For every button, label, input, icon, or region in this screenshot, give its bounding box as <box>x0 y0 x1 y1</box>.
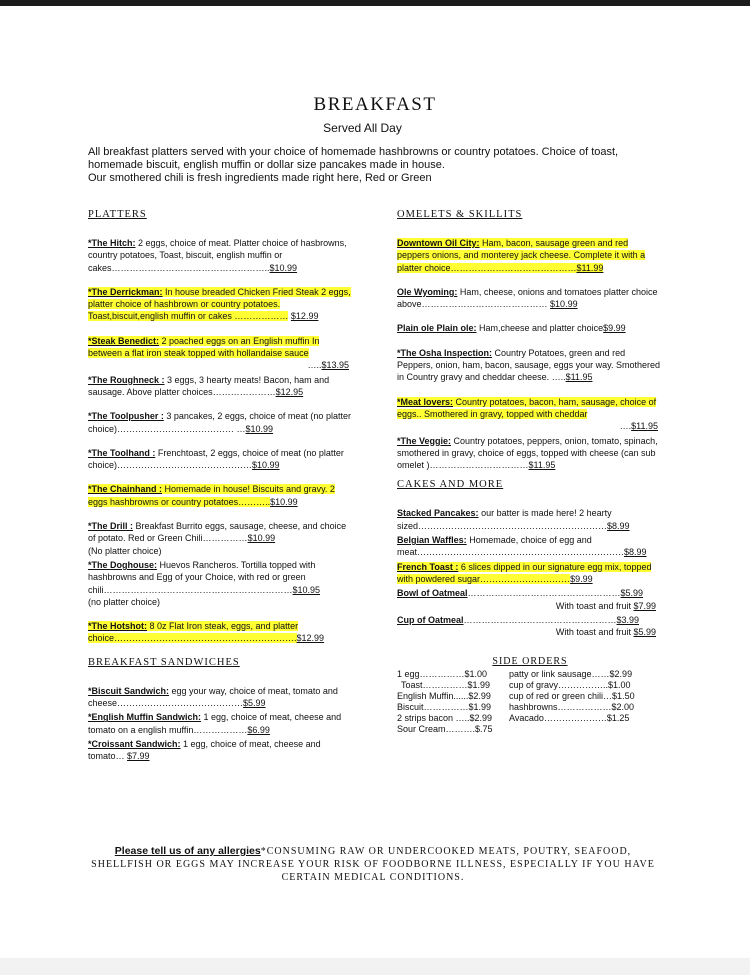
intro-line: homemade biscuit, english muffin or dollar size pancakes made in house. <box>88 159 445 171</box>
side-order: patty or link sausage……$2.99 <box>509 669 633 680</box>
item-note: (no platter choice) <box>88 596 161 607</box>
item-desc: 6 slices dipped in our signature egg mix, topped with powdered sugar………………………… <box>397 561 652 584</box>
item-name: *Biscuit Sandwich: <box>88 685 170 696</box>
item-desc: Ham,cheese and platter choice <box>476 323 604 334</box>
menu-item-steak-benedict: *Steak Benedict: 2 poached eggs on an English muffin In between a flat iron steak topped with hollandaise sauce …..$13.95 <box>88 335 349 371</box>
item-name: *The Doghouse: <box>88 559 157 570</box>
item-extra-label: With toast and fruit <box>555 627 634 638</box>
intro-text <box>88 146 648 185</box>
item-name: Plain ole Plain ole: <box>397 323 477 334</box>
item-price: $8.99 <box>607 520 630 531</box>
side-order: Toast……………$1.99 <box>401 680 491 691</box>
item-desc: 2 poached eggs on an English muffin In between a flat iron steak topped with hollandaise sauce <box>88 335 320 359</box>
item-desc: egg your way, choice of meat, tomato and cheese…………………………………… <box>88 685 338 709</box>
menu-item-french-toast <box>397 561 663 586</box>
item-name: Cup of Oatmeal <box>397 614 464 625</box>
item-desc: 3 eggs, 3 hearty meats! Bacon, ham and sausage. Above platter choices………………… <box>88 374 330 397</box>
item-name: Bowl of Oatmeal <box>397 588 468 599</box>
item-price: $11.95 <box>528 460 556 471</box>
item-note: (No platter choice) <box>88 545 162 556</box>
item-price: $3.99 <box>616 614 640 625</box>
side-orders-grid <box>397 669 663 735</box>
food-safety-warning <box>88 845 658 884</box>
item-price: $10.99 <box>252 460 280 471</box>
item-price: $11.99 <box>576 262 604 273</box>
side-order: 2 strips bacon …..$2.99 <box>397 713 493 724</box>
item-price: $10.99 <box>245 423 274 434</box>
menu-item-chainhand <box>88 483 355 508</box>
item-price: $10.95 <box>292 584 321 595</box>
item-desc: Huevos Rancheros. Tortilla topped with hashbrowns and Egg of your Choice, with red or green chili……………………………………………………… <box>88 559 316 595</box>
item-name: Downtown Oil City: <box>397 238 480 248</box>
item-name: *The Toolpusher : <box>88 411 164 422</box>
item-name: *Steak Benedict: <box>88 335 160 346</box>
menu-item-meat-lovers: *Meat lovers: Country potatoes, bacon, ham, sausage, choice of eggs.. Smothered in gravy, topped with cheddar ….$11.95 <box>397 396 658 432</box>
item-desc: Homemade, choice of egg and meat…………………………………………………………… <box>397 535 625 558</box>
item-price: $13.95 <box>321 360 349 371</box>
item-price: $11.95 <box>565 372 593 383</box>
item-price: $6.99 <box>247 724 270 735</box>
item-price: $7.99 <box>127 751 150 762</box>
side-orders-heading: SIDE ORDERS <box>492 656 568 668</box>
item-price: $12.99 <box>290 311 319 322</box>
page-subtitle: Served All Day <box>323 121 402 135</box>
top-border <box>0 0 750 6</box>
menu-item-toolhand <box>88 447 355 472</box>
intro-line: All breakfast platters served with your choice of homemade hashbrowns or country potatoes. Choice of toast, <box>88 146 619 158</box>
menu-item-bowl-oatmeal <box>397 587 663 612</box>
item-price: $10.99 <box>269 262 298 273</box>
bottom-band <box>0 958 750 975</box>
item-desc: Ham, bacon, sausage green and red peppers onions, and monterey jack cheese. Complete it with a platter choice…………………………………… <box>397 238 646 273</box>
consumer-advisory: *CONSUMING RAW OR UNDERCOOKED MEATS, POUTRY, SEAFOOD, SHELLFISH OR EGGS MAY INCREASE YOUR RISK OF FOODBORNE ILLNESS, ESPECIALLY IF YOU HAVE CERTAIN MEDICAL CONDITIONS. <box>91 846 655 883</box>
item-price: $8.99 <box>624 547 647 558</box>
item-price: $10.99 <box>550 299 578 310</box>
side-orders-col-1 <box>397 669 509 735</box>
side-order: Sour Cream……….$.75 <box>397 724 493 735</box>
item-name: Belgian Waffles: <box>397 535 467 546</box>
menu-item-roughneck <box>88 374 355 399</box>
item-name: Stacked Pancakes: <box>397 508 479 519</box>
item-desc: Breakfast Burrito eggs, sausage, cheese, and choice of potato. Red or Green Chili…………… <box>88 521 347 544</box>
item-name: *The Osha Inspection: <box>397 347 493 358</box>
side-order: cup of red or green chili…$1.50 <box>509 691 635 702</box>
platters-heading: PLATTERS <box>88 209 147 220</box>
menu-item-drill <box>88 520 355 557</box>
item-name: *The Hitch: <box>88 238 136 248</box>
item-name: *English Muffin Sandwich: <box>88 712 201 723</box>
item-extra-price: $7.99 <box>633 600 656 611</box>
item-price: $11.95 <box>631 421 658 432</box>
page-title: BREAKFAST <box>313 94 437 115</box>
right-column <box>397 209 663 735</box>
menu-item-stacked-pancakes <box>397 507 663 532</box>
omelets-heading: OMELETS & SKILLITS <box>397 209 523 220</box>
item-desc: our batter is made here! 2 hearty sized……………………………………………………… <box>397 508 612 531</box>
item-price: $5.99 <box>620 588 644 599</box>
item-name: *The Roughneck : <box>88 374 165 385</box>
menu-item-plain-ole <box>397 322 663 334</box>
item-price: $10.99 <box>270 496 298 507</box>
side-orders-col-2 <box>509 669 649 735</box>
side-order: Biscuit……………$1.99 <box>397 702 492 713</box>
menu-item-hotshot <box>88 620 355 645</box>
item-desc: …………………………………………… <box>463 614 617 625</box>
sandwiches-heading: BREAKFAST SANDWICHES <box>88 656 240 668</box>
item-name: *The Chainhand : <box>88 484 162 495</box>
menu-item-doghouse <box>88 559 355 608</box>
item-extra-label: With toast and fruit <box>555 600 634 611</box>
item-name: French Toast : <box>397 561 459 572</box>
item-price: $5.99 <box>243 698 266 709</box>
menu-item-ole-wyoming <box>397 286 663 311</box>
item-desc: Ham, cheese, onions and tomatoes platter choice above…………………………………… <box>397 286 658 310</box>
menu-item-biscuit-sandwich <box>88 685 355 710</box>
left-column <box>88 209 355 765</box>
cakes-heading: CAKES AND MORE <box>397 479 504 491</box>
side-order: cup of gravy……………..$1.00 <box>509 680 631 691</box>
item-price: $12.99 <box>296 633 325 644</box>
item-desc: 1 egg, choice of meat, cheese and tomato on a english muffin……………… <box>88 712 342 735</box>
item-desc: Country potatoes, bacon, ham, sausage, choice of eggs.. Smothered in gravy, topped with cheddar <box>397 396 657 419</box>
item-desc: Frenchtoast, 2 eggs, choice of meat (no platter choice)……………………………………… <box>88 447 344 471</box>
item-desc: 8 0z Flat Iron steak, eggs, and platter choice……………………………………………………. <box>88 621 299 644</box>
menu-item-toolpusher <box>88 410 355 435</box>
menu-item-hitch <box>88 237 355 274</box>
menu-item-croissant-sandwich <box>88 738 355 763</box>
allergy-notice: Please tell us of any allergies <box>114 845 261 857</box>
item-desc: 1 egg, choice of meat, cheese and tomato… <box>88 738 321 762</box>
item-extra-price: $5.99 <box>633 627 656 638</box>
menu-item-osha-inspection <box>397 347 663 384</box>
item-price: $9.99 <box>603 323 626 334</box>
item-price: $10.99 <box>247 533 276 544</box>
item-desc: 2 eggs, choice of meat. Platter choice of hasbrowns, country potatoes, Toast, biscuit, english muffin or cakes…………………………………………….. <box>88 238 347 273</box>
item-desc: …………………………………………… <box>467 588 621 599</box>
item-desc: 3 pancakes, 2 eggs, choice of meat (no platter choice)………………………………… … <box>88 411 351 434</box>
item-desc: Homemade in house! Biscuits and gravy. 2 eggs hashbrowns or country potatoes……….. <box>88 484 335 507</box>
item-name: *Meat lovers: <box>397 396 454 407</box>
item-name: *The Drill : <box>88 521 134 532</box>
menu-item-veggie <box>397 435 663 472</box>
side-order: English Muffin......$2.99 <box>397 691 491 702</box>
item-desc: In house breaded Chicken Fried Steak 2 eggs, platter choice of hashbrown or country potatoes. Toast,biscuit,english muffin or cakes ……………… <box>88 286 351 322</box>
item-desc: Country Potatoes, green and red Peppers, onion, ham, bacon, sausage, eggs your way. Smothered in Country gravy and cheddar cheese. ….. <box>397 347 660 383</box>
item-name: *Croissant Sandwich: <box>88 738 181 749</box>
menu-item-belgian-waffles <box>397 534 663 559</box>
item-desc: Country potatoes, peppers, onion, tomato, spinach, smothered in gravy, choice of eggs, topped with cheese (can sub omelet )…………………………… <box>397 435 658 471</box>
item-name: Ole Wyoming: <box>397 286 458 297</box>
menu-item-downtown-oil-city <box>397 237 663 274</box>
menu-item-derrickman <box>88 286 355 323</box>
item-price: $9.99 <box>570 573 593 584</box>
item-name: *The Veggie: <box>397 435 452 446</box>
intro-line: Our smothered chili is fresh ingredients made right here, Red or Green <box>88 172 432 184</box>
item-name: *The Toolhand : <box>88 447 156 458</box>
item-price: $12.95 <box>275 386 304 397</box>
menu-item-cup-oatmeal <box>397 614 663 639</box>
side-order: 1 egg……………$1.00 <box>397 669 488 680</box>
item-name: *The Hotshot: <box>88 621 147 632</box>
side-order: hashbrowns………………$2.00 <box>509 702 635 713</box>
side-order: Avacado…………………$1.25 <box>509 713 630 724</box>
menu-item-english-muffin-sandwich <box>88 711 355 736</box>
item-name: *The Derrickman: <box>88 286 163 297</box>
